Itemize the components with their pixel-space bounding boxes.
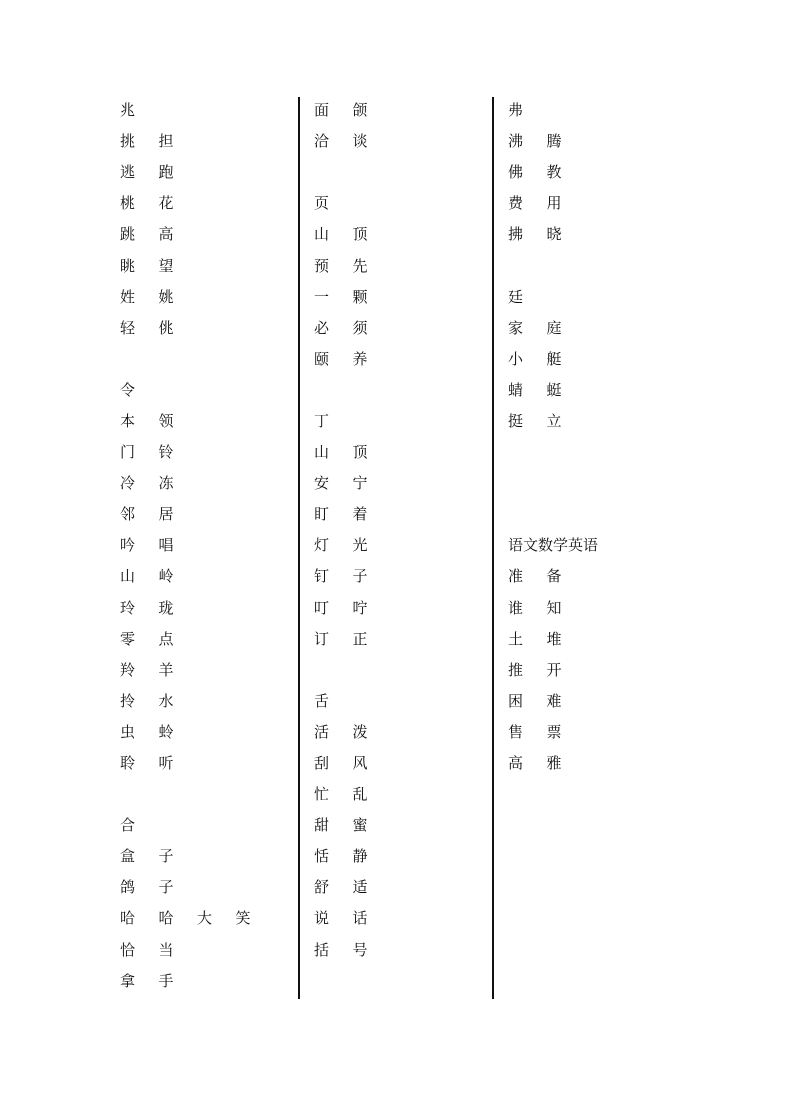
word-char: 灯 xyxy=(314,536,330,555)
word-char: 立 xyxy=(546,411,562,430)
word-row xyxy=(314,188,391,219)
word-char: 颌 xyxy=(352,101,368,120)
word-char: 票 xyxy=(546,722,562,741)
word-row xyxy=(120,250,274,281)
word-char: 准 xyxy=(508,567,524,586)
word-char: 费 xyxy=(508,194,524,213)
word-char: 困 xyxy=(508,691,524,710)
word-char: 弗 xyxy=(508,101,524,120)
word-row xyxy=(120,530,274,561)
word-char: 叮 xyxy=(314,598,330,617)
word-char: 正 xyxy=(352,629,368,648)
word-char: 着 xyxy=(352,505,368,524)
word-row xyxy=(314,935,391,966)
blank-row xyxy=(508,437,585,468)
word-row xyxy=(120,126,274,157)
word-row xyxy=(120,313,274,344)
word-char: 听 xyxy=(158,754,174,773)
word-row xyxy=(120,95,274,126)
word-row xyxy=(508,313,585,344)
word-char: 风 xyxy=(352,754,368,773)
word-char: 挑 xyxy=(120,132,136,151)
word-char: 宁 xyxy=(352,474,368,493)
word-char: 珑 xyxy=(158,598,174,617)
word-row xyxy=(508,188,585,219)
blank-row xyxy=(120,344,274,375)
word-char: 担 xyxy=(158,132,174,151)
word-char: 眺 xyxy=(120,256,136,275)
word-char: 铃 xyxy=(158,443,174,462)
word-char: 桃 xyxy=(120,194,136,213)
word-char: 令 xyxy=(120,380,136,399)
word-char: 教 xyxy=(546,163,562,182)
word-char: 忙 xyxy=(314,785,330,804)
word-char: 括 xyxy=(314,940,330,959)
word-char: 语文数学英语 xyxy=(508,536,599,555)
word-char: 必 xyxy=(314,318,330,337)
blank-row xyxy=(314,375,391,406)
word-char: 艇 xyxy=(546,349,562,368)
word-char: 颐 xyxy=(314,349,330,368)
word-char: 土 xyxy=(508,629,524,648)
column-3 xyxy=(508,95,599,779)
word-row xyxy=(314,468,391,499)
word-row xyxy=(120,406,274,437)
word-char: 哈 xyxy=(158,909,174,928)
word-row xyxy=(314,219,391,250)
word-char: 知 xyxy=(546,598,562,617)
word-char: 家 xyxy=(508,318,524,337)
word-char: 小 xyxy=(508,349,524,368)
word-row xyxy=(314,530,391,561)
word-row xyxy=(120,686,274,717)
word-char: 吟 xyxy=(120,536,136,555)
word-char: 顶 xyxy=(352,443,368,462)
word-char: 跳 xyxy=(120,225,136,244)
word-row xyxy=(508,686,585,717)
word-char: 洽 xyxy=(314,132,330,151)
word-char: 恰 xyxy=(120,940,136,959)
word-char: 蜻 xyxy=(508,380,524,399)
word-char: 羊 xyxy=(158,660,174,679)
word-row xyxy=(314,748,391,779)
word-char: 咛 xyxy=(352,598,368,617)
word-char: 鸽 xyxy=(120,878,136,897)
word-char: 用 xyxy=(546,194,562,213)
word-char: 丁 xyxy=(314,411,330,430)
word-char: 拿 xyxy=(120,971,136,990)
word-char: 佻 xyxy=(158,318,174,337)
word-char: 冻 xyxy=(158,474,174,493)
word-row xyxy=(508,344,585,375)
word-row xyxy=(314,779,391,810)
word-char: 蜓 xyxy=(546,380,562,399)
word-char: 恬 xyxy=(314,847,330,866)
word-char: 零 xyxy=(120,629,136,648)
word-char: 刮 xyxy=(314,754,330,773)
word-row xyxy=(120,624,274,655)
word-row xyxy=(508,624,585,655)
word-char: 唱 xyxy=(158,536,174,555)
word-row xyxy=(314,841,391,872)
word-char: 舌 xyxy=(314,691,330,710)
word-char: 顶 xyxy=(352,225,368,244)
word-row xyxy=(508,406,585,437)
word-char: 订 xyxy=(314,629,330,648)
word-char: 姚 xyxy=(158,287,174,306)
word-row xyxy=(314,593,391,624)
word-char: 庭 xyxy=(546,318,562,337)
word-char: 盒 xyxy=(120,847,136,866)
word-char: 活 xyxy=(314,722,330,741)
word-char: 水 xyxy=(158,691,174,710)
blank-row xyxy=(120,779,274,810)
word-char: 拂 xyxy=(508,225,524,244)
word-char: 手 xyxy=(158,971,174,990)
word-char: 腾 xyxy=(546,132,562,151)
word-char: 门 xyxy=(120,443,136,462)
word-row xyxy=(314,903,391,934)
word-char: 钉 xyxy=(314,567,330,586)
word-row xyxy=(120,655,274,686)
word-char: 挺 xyxy=(508,411,524,430)
word-char: 姓 xyxy=(120,287,136,306)
word-char: 号 xyxy=(352,940,368,959)
word-row xyxy=(508,655,585,686)
word-row xyxy=(120,188,274,219)
word-char: 子 xyxy=(158,878,174,897)
column-2 xyxy=(314,95,391,966)
word-row xyxy=(120,282,274,313)
word-char: 当 xyxy=(158,940,174,959)
word-char: 高 xyxy=(158,225,174,244)
blank-row xyxy=(314,157,391,188)
word-row xyxy=(120,903,274,934)
word-char: 蜜 xyxy=(352,816,368,835)
word-row xyxy=(120,841,274,872)
word-row xyxy=(314,406,391,437)
word-char: 晓 xyxy=(546,225,562,244)
word-char: 逃 xyxy=(120,163,136,182)
word-row xyxy=(120,375,274,406)
word-char: 乱 xyxy=(352,785,368,804)
word-row xyxy=(508,717,585,748)
word-char: 高 xyxy=(508,754,524,773)
word-row xyxy=(508,219,585,250)
word-row xyxy=(314,561,391,592)
word-char: 页 xyxy=(314,194,330,213)
word-char: 廷 xyxy=(508,287,524,306)
column-divider-2 xyxy=(492,97,494,999)
word-char: 售 xyxy=(508,722,524,741)
blank-row xyxy=(508,499,585,530)
word-char: 谁 xyxy=(508,598,524,617)
word-row xyxy=(314,282,391,313)
word-row xyxy=(120,810,274,841)
word-row xyxy=(508,561,585,592)
word-char: 羚 xyxy=(120,660,136,679)
word-char: 本 xyxy=(120,411,136,430)
column-1 xyxy=(120,95,274,997)
word-row xyxy=(314,717,391,748)
column-divider-1 xyxy=(298,97,300,999)
word-row xyxy=(314,686,391,717)
blank-row xyxy=(314,655,391,686)
word-row xyxy=(120,966,274,997)
word-char: 安 xyxy=(314,474,330,493)
word-char: 冷 xyxy=(120,474,136,493)
word-char: 花 xyxy=(158,194,174,213)
word-row xyxy=(314,344,391,375)
word-char: 预 xyxy=(314,256,330,275)
word-char: 先 xyxy=(352,256,368,275)
word-row xyxy=(120,593,274,624)
word-char: 开 xyxy=(546,660,562,679)
word-row xyxy=(120,468,274,499)
word-char: 养 xyxy=(352,349,368,368)
word-char: 子 xyxy=(158,847,174,866)
word-row xyxy=(120,499,274,530)
word-row xyxy=(314,810,391,841)
word-row xyxy=(508,530,599,561)
word-char: 沸 xyxy=(508,132,524,151)
word-row xyxy=(120,219,274,250)
word-row xyxy=(508,282,585,313)
word-char: 领 xyxy=(158,411,174,430)
word-char: 难 xyxy=(546,691,562,710)
word-row xyxy=(120,561,274,592)
word-char: 大 xyxy=(197,909,213,928)
word-char: 推 xyxy=(508,660,524,679)
word-char: 佛 xyxy=(508,163,524,182)
word-char: 邻 xyxy=(120,505,136,524)
word-char: 笑 xyxy=(235,909,251,928)
word-row xyxy=(314,95,391,126)
word-char: 须 xyxy=(352,318,368,337)
word-char: 静 xyxy=(352,847,368,866)
word-char: 备 xyxy=(546,567,562,586)
word-row xyxy=(508,126,585,157)
word-char: 雅 xyxy=(546,754,562,773)
word-row xyxy=(314,872,391,903)
word-row xyxy=(314,126,391,157)
blank-row xyxy=(508,468,585,499)
word-row xyxy=(508,95,585,126)
word-char: 泼 xyxy=(352,722,368,741)
word-char: 兆 xyxy=(120,101,136,120)
word-char: 拎 xyxy=(120,691,136,710)
word-char: 甜 xyxy=(314,816,330,835)
word-row xyxy=(120,157,274,188)
word-char: 山 xyxy=(314,443,330,462)
word-char: 山 xyxy=(314,225,330,244)
word-char: 说 xyxy=(314,909,330,928)
word-row xyxy=(314,313,391,344)
word-char: 蛉 xyxy=(158,722,174,741)
word-char: 一 xyxy=(314,287,330,306)
word-row xyxy=(120,872,274,903)
word-char: 跑 xyxy=(158,163,174,182)
word-char: 玲 xyxy=(120,598,136,617)
word-row xyxy=(508,593,585,624)
blank-row xyxy=(508,250,585,281)
word-char: 堆 xyxy=(546,629,562,648)
word-row xyxy=(508,375,585,406)
word-char: 聆 xyxy=(120,754,136,773)
word-char: 盯 xyxy=(314,505,330,524)
word-char: 话 xyxy=(352,909,368,928)
word-char: 居 xyxy=(158,505,174,524)
word-char: 望 xyxy=(158,256,174,275)
word-row xyxy=(314,624,391,655)
word-char: 虫 xyxy=(120,722,136,741)
word-row xyxy=(120,748,274,779)
word-char: 光 xyxy=(352,536,368,555)
word-char: 谈 xyxy=(352,132,368,151)
word-char: 哈 xyxy=(120,909,136,928)
word-char: 合 xyxy=(120,816,136,835)
word-row xyxy=(314,437,391,468)
word-row xyxy=(120,437,274,468)
word-char: 舒 xyxy=(314,878,330,897)
word-char: 岭 xyxy=(158,567,174,586)
word-char: 点 xyxy=(158,629,174,648)
word-row xyxy=(508,157,585,188)
word-char: 适 xyxy=(352,878,368,897)
word-row xyxy=(314,499,391,530)
word-row xyxy=(508,748,585,779)
word-char: 轻 xyxy=(120,318,136,337)
word-row xyxy=(120,935,274,966)
word-row xyxy=(120,717,274,748)
word-char: 子 xyxy=(352,567,368,586)
word-row xyxy=(314,250,391,281)
word-char: 面 xyxy=(314,101,330,120)
word-char: 山 xyxy=(120,567,136,586)
word-char: 颗 xyxy=(352,287,368,306)
